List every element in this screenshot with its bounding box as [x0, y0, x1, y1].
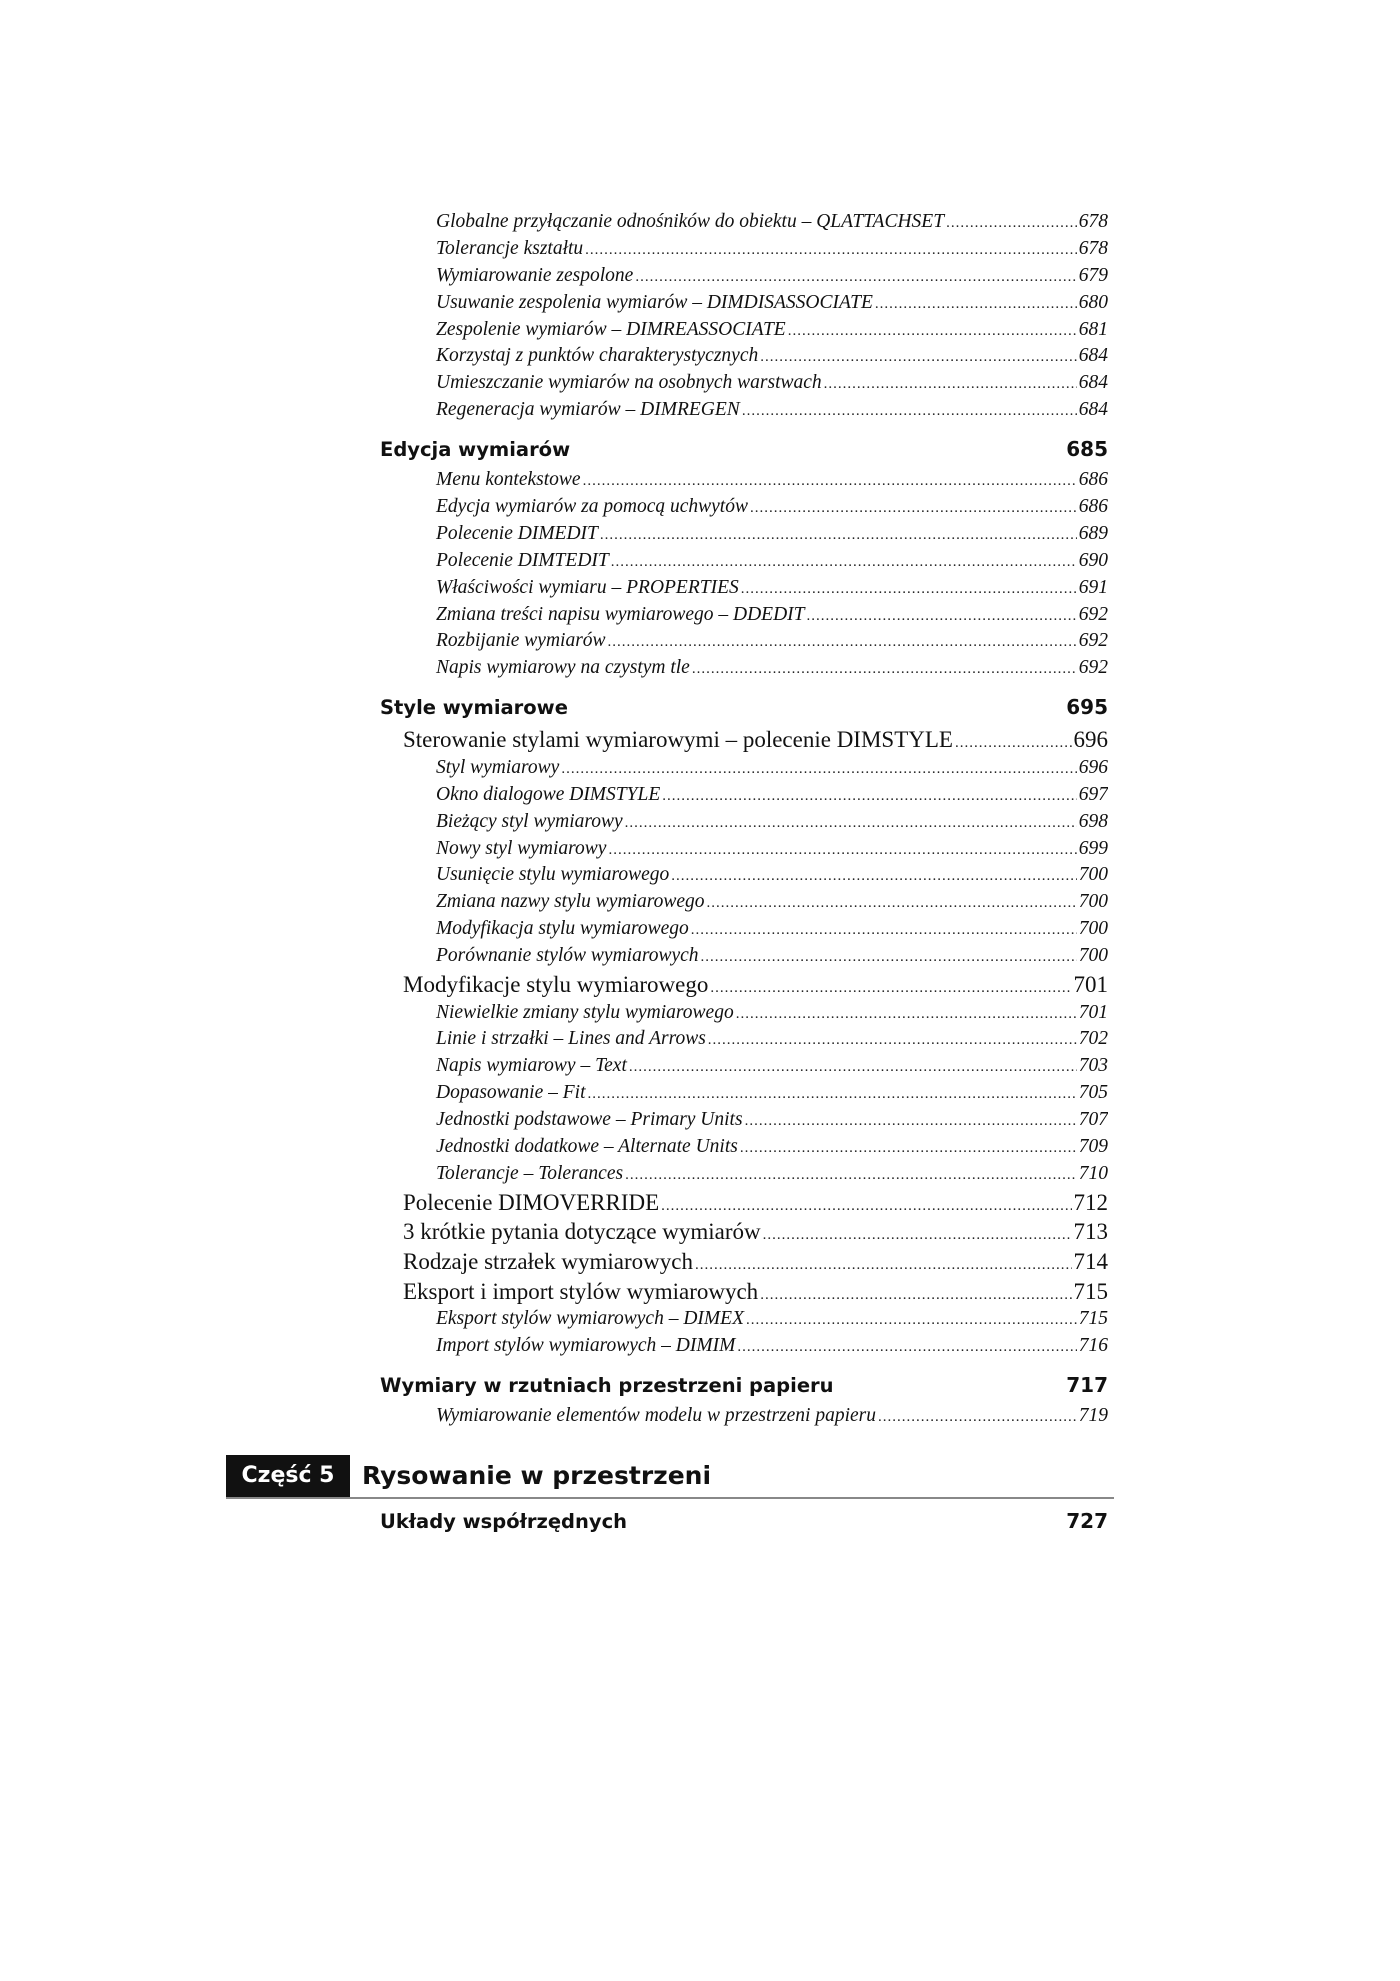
- toc-subentry: [380, 397, 1108, 424]
- dot-leader: [745, 1108, 1077, 1134]
- toc-entry-page-number: 690: [1077, 548, 1108, 575]
- toc-entry-title: Globalne przyłączanie odnośników do obiektu – QLATTACHSET: [436, 209, 946, 236]
- part-toc: [380, 1506, 1108, 1539]
- toc-entry-title: Edycja wymiarów: [380, 435, 572, 464]
- toc-subentry: [380, 916, 1108, 943]
- toc-entry-page-number: 710: [1077, 1161, 1108, 1188]
- toc-subentry: [380, 655, 1108, 682]
- dot-leader: [629, 1054, 1077, 1080]
- toc-entry-page-number: 714: [1072, 1247, 1109, 1277]
- toc-entry-title: Style wymiarowe: [380, 693, 570, 722]
- toc-entry-page-number: 684: [1077, 397, 1108, 424]
- dot-leader: [692, 656, 1077, 682]
- toc-subentry: [380, 290, 1108, 317]
- toc-entry-title: Eksport i import stylów wymiarowych: [403, 1277, 760, 1307]
- toc-entry-title: Eksport stylów wymiarowych – DIMEX: [436, 1306, 746, 1333]
- toc-subentry: [380, 343, 1108, 370]
- toc-entry-title: Napis wymiarowy – Text: [436, 1053, 629, 1080]
- dot-leader: [788, 318, 1077, 344]
- toc-entry-page-number: 716: [1077, 1333, 1108, 1360]
- dot-leader: [611, 549, 1077, 575]
- dot-leader: [742, 398, 1077, 424]
- part-label: Część 5: [226, 1455, 350, 1497]
- dot-leader: [878, 1404, 1077, 1430]
- toc-entry-title: Nowy styl wymiarowy: [436, 836, 608, 863]
- dot-leader: [708, 1027, 1077, 1053]
- toc-entry-page-number: 700: [1077, 862, 1108, 889]
- toc-subentry: [380, 782, 1108, 809]
- toc-entry-page-number: 679: [1077, 263, 1108, 290]
- dot-leader: [737, 1334, 1076, 1360]
- toc-entry-page-number: 703: [1077, 1053, 1108, 1080]
- dot-leader: [583, 468, 1077, 494]
- toc-entry-title: Usuwanie zespolenia wymiarów – DIMDISASSOCIATE: [436, 290, 875, 317]
- toc-subentry: [380, 1161, 1108, 1188]
- dot-leader: [760, 344, 1077, 370]
- toc-entry-title: Jednostki dodatkowe – Alternate Units: [436, 1134, 740, 1161]
- dot-leader: [746, 1307, 1077, 1333]
- toc-entry-page-number: 701: [1077, 1000, 1108, 1027]
- toc-entry-title: Niewielkie zmiany stylu wymiarowego: [436, 1000, 736, 1027]
- dot-leader: [661, 1192, 1071, 1218]
- toc-entry-title: Usunięcie stylu wymiarowego: [436, 862, 671, 889]
- toc-entry-page-number: 678: [1077, 209, 1108, 236]
- toc-entry-page-number: 707: [1077, 1107, 1108, 1134]
- toc-subentry: [380, 370, 1108, 397]
- dot-leader: [600, 522, 1077, 548]
- dot-leader: [671, 863, 1077, 889]
- toc-subentry: [380, 862, 1108, 889]
- toc-entry-title: Styl wymiarowy: [436, 755, 561, 782]
- dot-leader: [707, 890, 1077, 916]
- toc-entry-title: 3 krótkie pytania dotyczące wymiarów: [403, 1217, 763, 1247]
- toc-entry-page-number: 705: [1077, 1080, 1108, 1107]
- toc-entry-title: Tolerancje kształtu: [436, 236, 585, 263]
- dot-leader: [662, 783, 1077, 809]
- toc-entry-page-number: 700: [1077, 916, 1108, 943]
- toc-entry-title: Umieszczanie wymiarów na osobnych warstwach: [436, 370, 824, 397]
- part-title: Rysowanie w przestrzeni: [362, 1461, 712, 1490]
- toc-subentry: [380, 602, 1108, 629]
- toc-entry-page-number: 696: [1077, 755, 1108, 782]
- toc-section-heading: [380, 1370, 1108, 1400]
- toc-subentry: [380, 1403, 1108, 1430]
- toc-subentry: [380, 809, 1108, 836]
- toc-entry-page-number: 712: [1072, 1188, 1109, 1218]
- toc-entry: [380, 1188, 1108, 1218]
- toc-entry-page-number: 717: [1064, 1370, 1108, 1400]
- dot-leader: [608, 837, 1076, 863]
- toc-entry: [380, 1217, 1108, 1247]
- toc-subentry: [380, 494, 1108, 521]
- toc-entry-title: Porównanie stylów wymiarowych: [436, 943, 701, 970]
- dot-leader: [807, 603, 1077, 629]
- toc-entry: [380, 1277, 1108, 1307]
- toc-entry-title: Sterowanie stylami wymiarowymi – polecenie DIMSTYLE: [403, 725, 955, 755]
- toc-section-heading: [380, 1506, 1108, 1536]
- dot-leader: [946, 210, 1077, 236]
- dot-leader: [710, 974, 1071, 1000]
- toc-entry-title: Zespolenie wymiarów – DIMREASSOCIATE: [436, 317, 788, 344]
- toc-entry-title: Polecenie DIMOVERRIDE: [403, 1188, 661, 1218]
- toc-entry-title: Regeneracja wymiarów – DIMREGEN: [436, 397, 742, 424]
- dot-leader: [625, 1162, 1077, 1188]
- dot-leader: [741, 576, 1077, 602]
- toc-entry-page-number: 681: [1077, 317, 1108, 344]
- toc-entry-title: Tolerancje – Tolerances: [436, 1161, 625, 1188]
- dot-leader: [691, 917, 1077, 943]
- toc-subentry: [380, 548, 1108, 575]
- toc-subentry: [380, 1333, 1108, 1360]
- toc-subentry: [380, 836, 1108, 863]
- toc-entry-page-number: 700: [1077, 889, 1108, 916]
- toc-entry-page-number: 686: [1077, 494, 1108, 521]
- toc-subentry: [380, 317, 1108, 344]
- toc-entry-page-number: 715: [1077, 1306, 1108, 1333]
- toc-entry-page-number: 696: [1072, 725, 1109, 755]
- toc-entry-title: Jednostki podstawowe – Primary Units: [436, 1107, 745, 1134]
- toc-entry-page-number: 697: [1077, 782, 1108, 809]
- toc-entry-page-number: 678: [1077, 236, 1108, 263]
- toc-entry-page-number: 699: [1077, 836, 1108, 863]
- toc-entry-page-number: 684: [1077, 370, 1108, 397]
- toc-entry-title: Rodzaje strzałek wymiarowych: [403, 1247, 695, 1277]
- toc-subentry: [380, 467, 1108, 494]
- toc-entry-title: Układy współrzędnych: [380, 1507, 629, 1536]
- dot-leader: [736, 1001, 1077, 1027]
- toc-entry-title: Bieżący styl wymiarowy: [436, 809, 625, 836]
- dot-leader: [760, 1281, 1071, 1307]
- toc-subentry: [380, 1107, 1108, 1134]
- toc-entry-title: Modyfikacje stylu wymiarowego: [403, 970, 710, 1000]
- dot-leader: [588, 1081, 1077, 1107]
- toc-entry-title: Zmiana treści napisu wymiarowego – DDEDIT: [436, 602, 807, 629]
- toc-entry-title: Właściwości wymiaru – PROPERTIES: [436, 575, 741, 602]
- dot-leader: [585, 237, 1077, 263]
- toc-entry-page-number: 692: [1077, 655, 1108, 682]
- dot-leader: [763, 1221, 1072, 1247]
- toc-subentry: [380, 1000, 1108, 1027]
- toc-entry-page-number: 701: [1072, 970, 1109, 1000]
- dot-leader: [695, 1251, 1072, 1277]
- toc-entry-title: Menu kontekstowe: [436, 467, 583, 494]
- toc-entry-title: Linie i strzałki – Lines and Arrows: [436, 1026, 708, 1053]
- toc-section-heading: [380, 434, 1108, 464]
- table-of-contents: [380, 209, 1108, 1430]
- toc-entry-title: Polecenie DIMEDIT: [436, 521, 600, 548]
- toc-subentry: [380, 628, 1108, 655]
- dot-leader: [701, 944, 1077, 970]
- toc-subentry: [380, 1053, 1108, 1080]
- toc-subentry: [380, 1026, 1108, 1053]
- toc-subentry: [380, 755, 1108, 782]
- toc-subentry: [380, 1134, 1108, 1161]
- toc-entry-page-number: 692: [1077, 602, 1108, 629]
- toc-entry-title: Modyfikacja stylu wymiarowego: [436, 916, 691, 943]
- toc-entry-page-number: 695: [1064, 692, 1108, 722]
- toc-entry-title: Korzystaj z punktów charakterystycznych: [436, 343, 760, 370]
- toc-entry-title: Import stylów wymiarowych – DIMIM: [436, 1333, 737, 1360]
- dot-leader: [955, 729, 1072, 755]
- toc-entry-title: Okno dialogowe DIMSTYLE: [436, 782, 662, 809]
- toc-entry-page-number: 692: [1077, 628, 1108, 655]
- dot-leader: [824, 371, 1077, 397]
- dot-leader: [625, 810, 1077, 836]
- toc-entry-title: Wymiarowanie elementów modelu w przestrzeni papieru: [436, 1403, 878, 1430]
- toc-entry-page-number: 719: [1077, 1403, 1108, 1430]
- dot-leader: [561, 756, 1076, 782]
- toc-subentry: [380, 209, 1108, 236]
- toc-entry-title: Polecenie DIMTEDIT: [436, 548, 611, 575]
- dot-leader: [608, 629, 1077, 655]
- toc-entry: [380, 1247, 1108, 1277]
- toc-subentry: [380, 1080, 1108, 1107]
- toc-subentry: [380, 575, 1108, 602]
- toc-entry: [380, 725, 1108, 755]
- toc-entry-title: Edycja wymiarów za pomocą uchwytów: [436, 494, 750, 521]
- dot-leader: [750, 495, 1077, 521]
- toc-entry-title: Wymiary w rzutniach przestrzeni papieru: [380, 1371, 836, 1400]
- toc-subentry: [380, 943, 1108, 970]
- toc-subentry: [380, 521, 1108, 548]
- toc-entry-page-number: 686: [1077, 467, 1108, 494]
- toc-entry-page-number: 685: [1064, 434, 1108, 464]
- toc-entry-page-number: 691: [1077, 575, 1108, 602]
- toc-entry-page-number: 680: [1077, 290, 1108, 317]
- toc-subentry: [380, 263, 1108, 290]
- toc-subentry: [380, 236, 1108, 263]
- toc-subentry: [380, 1306, 1108, 1333]
- toc-entry-page-number: 700: [1077, 943, 1108, 970]
- toc-entry-page-number: 689: [1077, 521, 1108, 548]
- toc-entry-page-number: 715: [1072, 1277, 1109, 1307]
- toc-entry-page-number: 702: [1077, 1026, 1108, 1053]
- toc-entry-title: Wymiarowanie zespolone: [436, 263, 635, 290]
- toc-entry-page-number: 698: [1077, 809, 1108, 836]
- dot-leader: [740, 1135, 1077, 1161]
- toc-section-heading: [380, 692, 1108, 722]
- toc-entry-title: Zmiana nazwy stylu wymiarowego: [436, 889, 707, 916]
- toc-entry-page-number: 684: [1077, 343, 1108, 370]
- toc-entry-page-number: 709: [1077, 1134, 1108, 1161]
- dot-leader: [875, 291, 1077, 317]
- toc-entry-page-number: 727: [1064, 1506, 1108, 1536]
- toc-subentry: [380, 889, 1108, 916]
- toc-entry-title: Rozbijanie wymiarów: [436, 628, 608, 655]
- toc-entry-page-number: 713: [1072, 1217, 1109, 1247]
- dot-leader: [635, 264, 1076, 290]
- toc-entry-title: Napis wymiarowy na czystym tle: [436, 655, 692, 682]
- part-header: [226, 1455, 1114, 1499]
- toc-entry-title: Dopasowanie – Fit: [436, 1080, 588, 1107]
- toc-entry: [380, 970, 1108, 1000]
